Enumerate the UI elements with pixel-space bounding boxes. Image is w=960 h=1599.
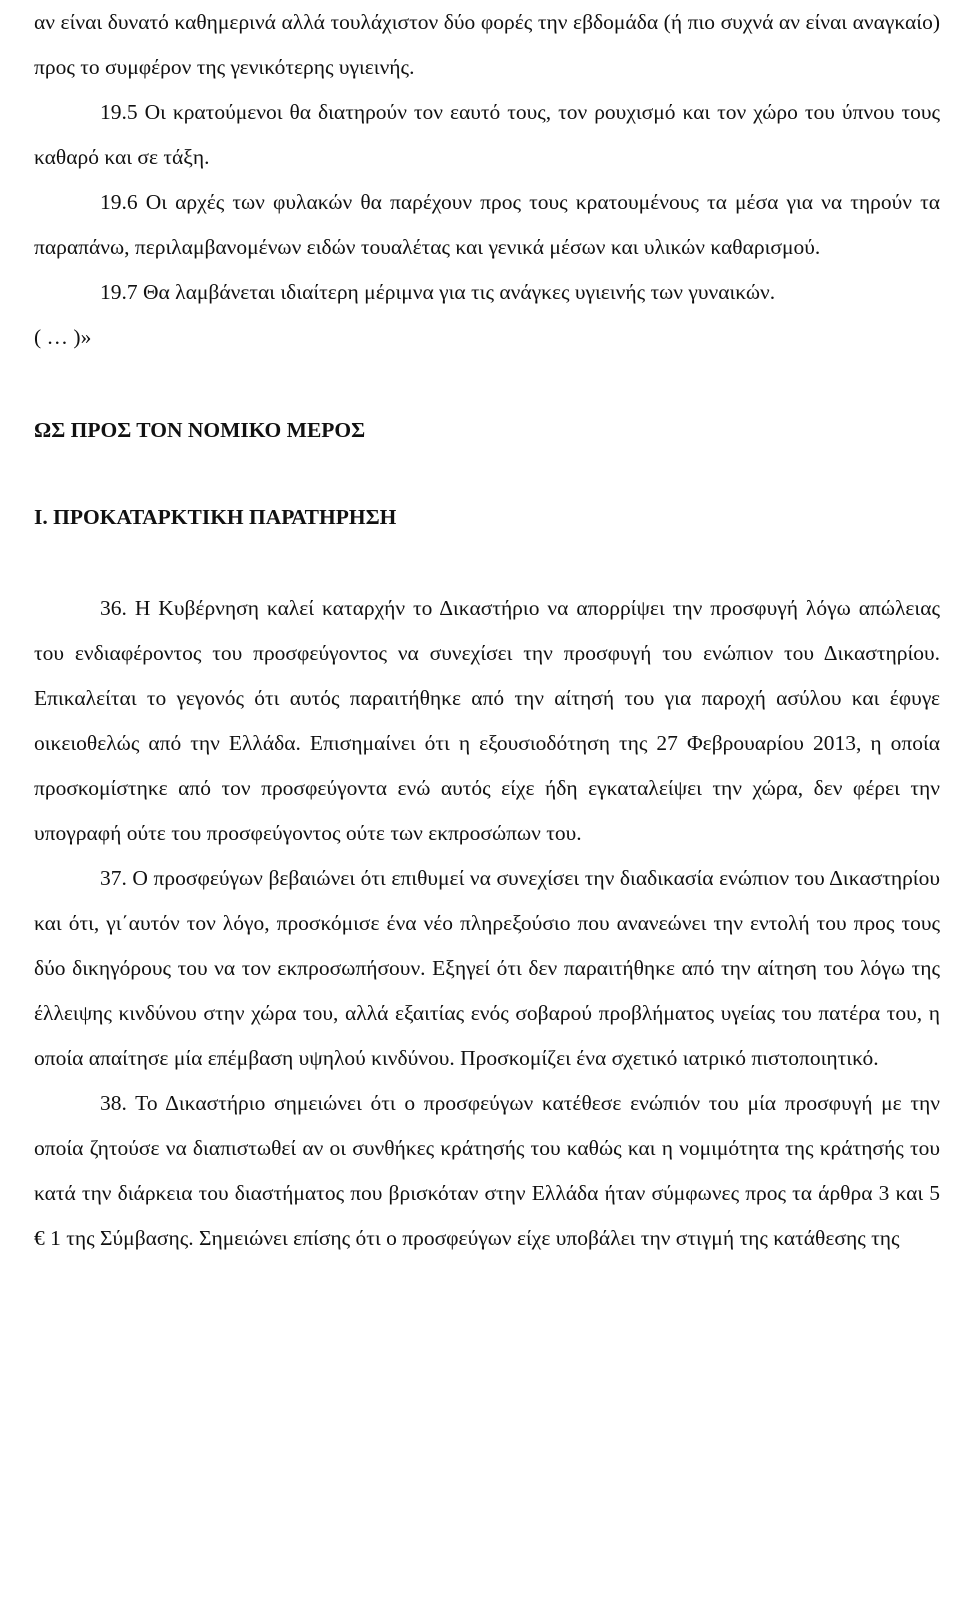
- spacer: [34, 540, 940, 586]
- subsection-heading-preliminary: Ι. ΠΡΟΚΑΤΑΡΚΤΙΚΗ ΠΑΡΑΤΗΡΗΣΗ: [34, 505, 397, 529]
- spacer: [34, 360, 940, 408]
- quote-ellipsis: ( … )»: [34, 325, 92, 349]
- paragraph-36: 36. Η Κυβέρνηση καλεί καταρχήν το Δικαστήριο να απορρίψει την προσφυγή λόγω απώλειας του ενδιαφέροντος του προσφεύγοντος να συνεχίσει την προσφυγή του ενώπιον του Δικαστηρίου. Επικαλείται το γεγονός ότι αυτός παραιτήθηκε από την αίτησή του για παροχή ασύλου και έφυγε οικειοθελώς από την Ελλάδα. Επισημαίνει ότι η εξουσιοδότηση της 27 Φεβρουαρίου 2013, η οποία προσκομίστηκε από τον προσφεύγοντα ενώ αυτός είχε ήδη εγκαταλείψει την χώρα, δεν φέρει την υπογραφή ούτε του προσφεύγοντος ούτε των εκπροσώπων του.: [34, 596, 940, 845]
- paragraph-continuation: αν είναι δυνατό καθημερινά αλλά τουλάχιστον δύο φορές την εβδομάδα (ή πιο συχνά αν είναι αναγκαίο) προς το συμφέρον της γενικότερης υγιεινής.: [34, 10, 940, 79]
- paragraph-37: 37. Ο προσφεύγων βεβαιώνει ότι επιθυμεί να συνεχίσει την διαδικασία ενώπιον του Δικαστηρίου και ότι, γι΄αυτόν τον λόγο, προσκόμισε ένα νέο πληρεξούσιο που ανανεώνει την εντολή του προς τους δύο δικηγόρους του να τον εκπροσωπήσουν. Εξηγεί ότι δεν παραιτήθηκε από την αίτηση του λόγω της έλλειψης κινδύνου στην χώρα του, αλλά εξαιτίας ενός σοβαρού προβλήματος υγείας του πατέρα του, η οποία απαίτησε μία επέμβαση υψηλού κινδύνου. Προσκομίζει ένα σχετικό ιατρικό πιστοποιητικό.: [34, 866, 940, 1070]
- paragraph-19-5: 19.5 Οι κρατούμενοι θα διατηρούν τον εαυτό τους, τον ρουχισμό και τον χώρο του ύπνου τους καθαρό και σε τάξη.: [34, 100, 940, 169]
- document-page: [34, 0, 940, 1261]
- paragraph-19-6: 19.6 Οι αρχές των φυλακών θα παρέχουν προς τους κρατουμένους τα μέσα για να τηρούν τα παραπάνω, περιλαμβανομένων ειδών τουαλέτας και γενικά μέσων και υλικών καθαρισμού.: [34, 190, 940, 259]
- section-heading-legal: ΩΣ ΠΡΟΣ ΤΟΝ ΝΟΜΙΚΟ ΜΕΡΟΣ: [34, 418, 366, 442]
- paragraph-38: 38. Το Δικαστήριο σημειώνει ότι ο προσφεύγων κατέθεσε ενώπιόν του μία προσφυγή με την οποία ζητούσε να διαπιστωθεί αν οι συνθήκες κράτησής του καθώς και η νομιμότητα της κράτησής του κατά την διάρκεια του διαστήματος που βρισκόταν στην Ελλάδα ήταν σύμφωνες προς τα άρθρα 3 και 5 € 1 της Σύμβασης. Σημειώνει επίσης ότι ο προσφεύγων είχε υποβάλει την στιγμή της κατάθεσης της: [34, 1091, 940, 1250]
- spacer: [34, 453, 940, 495]
- paragraph-19-7: 19.7 Θα λαμβάνεται ιδιαίτερη μέριμνα για τις ανάγκες υγιεινής των γυναικών.: [100, 280, 776, 304]
